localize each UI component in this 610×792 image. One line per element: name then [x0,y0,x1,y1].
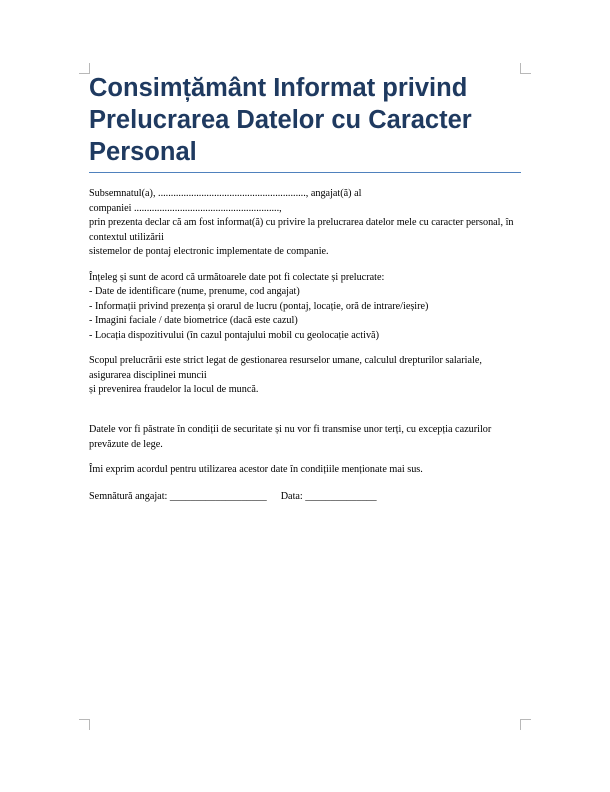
agreement-text: Îmi exprim acordul pentru utilizarea acestor date în condițiile menționate mai sus. [89,464,423,475]
blank-line [89,398,521,413]
list-item: - Imagini faciale / date biometrice (dacă este cazul) [89,315,298,326]
purpose-line-fraud: și prevenirea fraudelor la locul de muncă. [89,384,259,395]
crop-mark-top-right [520,63,531,74]
retention-paragraph [89,423,521,452]
document-content [89,72,521,504]
crop-mark-bottom-left [79,719,90,730]
intro-line-systems: sistemelor de pontaj electronic implementate de companie. [89,246,329,257]
intro-paragraph [89,187,521,260]
intro-line-declaration: prin prezenta declar că am fost informat(ă) cu privire la prelucrarea datelor mele cu caracter personal, în contextul utilizării [89,217,514,243]
document-body [89,187,521,504]
data-list-heading: Înțeleg și sunt de acord că următoarele date pot fi colectate și prelucrate: [89,271,385,283]
data-list-paragraph [89,271,521,344]
employee-signature-field: Semnătură angajat: ___________________ [89,490,267,502]
list-item: - Locația dispozitivului (în cazul pontajului mobil cu geolocație activă) [89,329,379,341]
list-item: - Informații privind prezența și orarul de lucru (pontaj, locație, oră de intrare/ieșire) [89,300,429,312]
document-title: Consimțământ Informat privind Prelucrarea Datelor cu Caracter Personal [89,74,472,166]
intro-line-company: companiei ........................................................., [89,202,282,214]
crop-mark-bottom-right [520,719,531,730]
signature-row [89,490,521,505]
retention-text: Datele vor fi păstrate în condiții de securitate și nu vor fi transmise unor terți, cu excepția cazurilor prevăzute de lege. [89,424,492,450]
date-field: Data: ______________ [280,490,377,502]
list-item: - Date de identificare (nume, prenume, cod angajat) [89,286,300,297]
purpose-paragraph [89,354,521,412]
agreement-paragraph [89,463,521,478]
intro-line-name: Subsemnatul(a), .........................................................., angajat(ă) al [89,188,362,199]
title-underline [89,172,521,173]
purpose-line-main: Scopul prelucrării este strict legat de gestionarea resurselor umane, calculul drepturilor salariale, asigurarea disciplinei muncii [89,355,482,381]
